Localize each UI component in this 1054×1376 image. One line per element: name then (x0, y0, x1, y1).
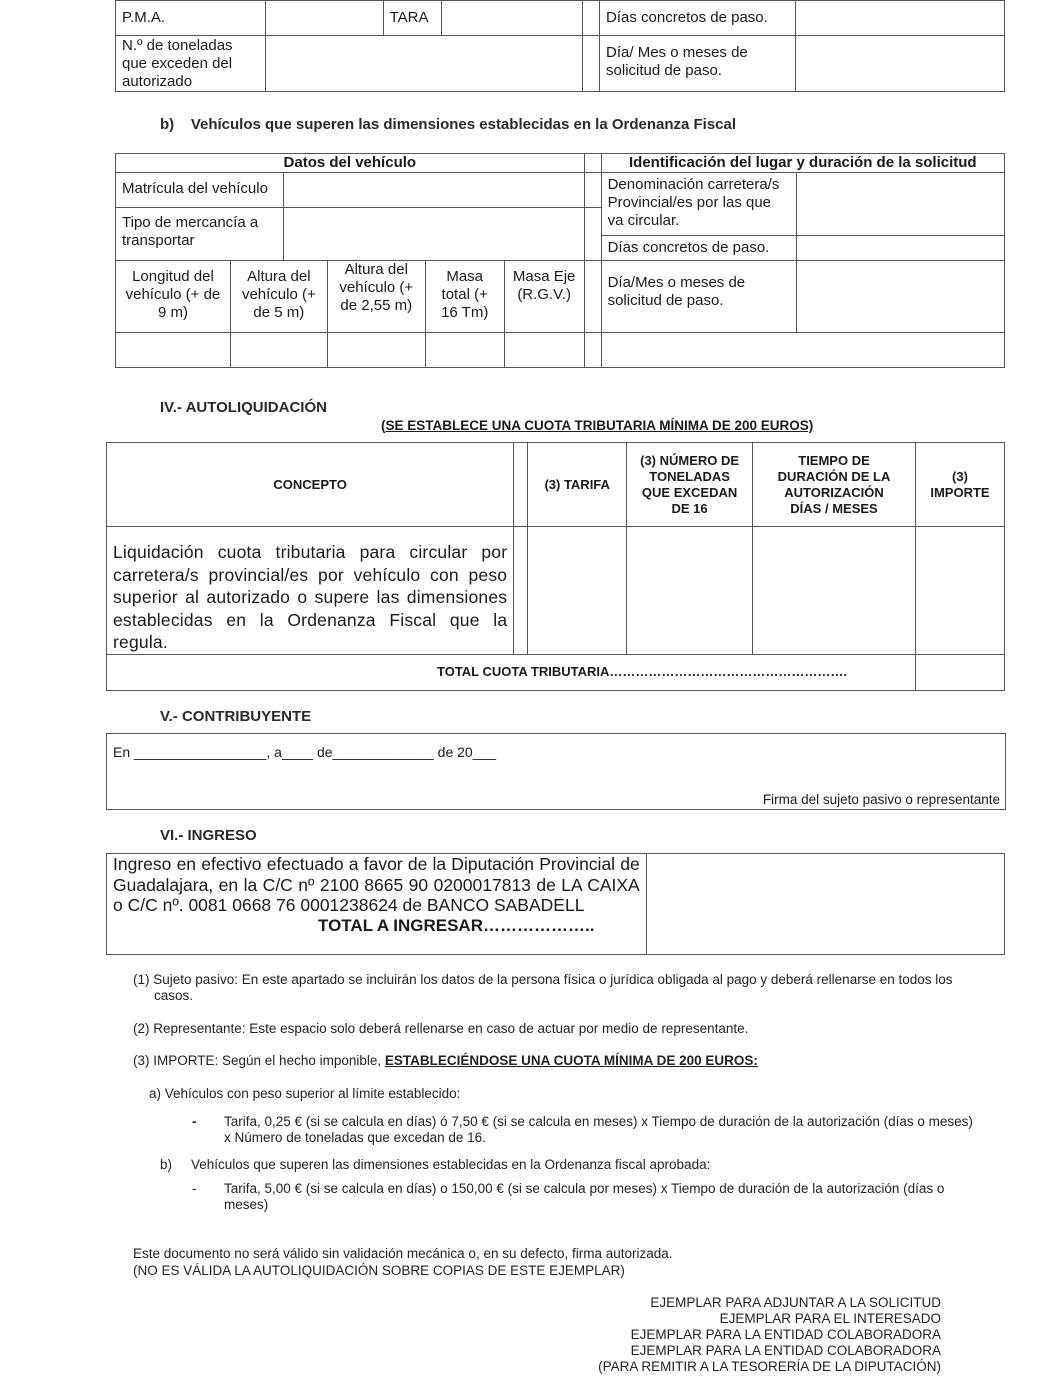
mes-label: Día/Mes o meses de solicitud de paso. (601, 261, 797, 333)
note-a-dash: - (192, 1114, 197, 1129)
subtitle-text: SE ESTABLECE UNA CUOTA TRIBUTARIA MÍNIMA DE 200 EUROS) (385, 418, 814, 433)
note-b-dash: - (192, 1181, 197, 1196)
section-vi-title: VI.- INGRESO (160, 827, 257, 844)
total-ingresar-label: TOTAL A INGRESAR……………….. (318, 915, 595, 935)
table-b-dimensions (115, 153, 1005, 368)
empty-field[interactable] (601, 333, 1004, 368)
validity-note-2: (NO ES VÁLIDA LA AUTOLIQUIDACIÓN SOBRE COPIAS DE ESTE EJEMPLAR) (133, 1263, 625, 1278)
table-a-vehicle-weight (115, 0, 1005, 92)
note-b-text: Tarifa, 5,00 € (si se calcula en días) o 150,00 € (si se calcula por meses) x Tiempo de duración de la autorización (días o meses) (224, 1181, 945, 1212)
identificacion-header: Identificación del lugar y duración de la solicitud (601, 154, 1004, 173)
mercancia-label: Tipo de mercancía a transportar (116, 208, 284, 261)
mes-field[interactable] (797, 261, 1005, 333)
gap-cell (583, 1, 600, 36)
gap-cell (584, 333, 601, 368)
gap-cell (584, 208, 601, 261)
gap-cell (514, 527, 528, 655)
col-masa-eje: Masa Eje (R.G.V.) (504, 261, 584, 333)
total-cuota-label: TOTAL CUOTA TRIBUTARIA………………………………………………. (107, 654, 916, 690)
col-longitud: Longitud del vehículo (+ de 9 m) (116, 261, 231, 333)
firma-label: Firma del sujeto pasivo o representante (762, 792, 1000, 807)
header-toneladas: (3) NÚMERO DE TONELADAS QUE EXCEDAN DE 16 (627, 443, 753, 527)
section-iv-subtitle (381, 418, 813, 433)
pma-label: P.M.A. (116, 1, 266, 36)
note-1 (133, 972, 953, 1004)
note-3-bold: ESTABLECIÉNDOSE UNA CUOTA MÍNIMA DE 200 EUROS: (384, 1053, 758, 1068)
ejemplar-line: EJEMPLAR PARA EL INTERESADO (719, 1311, 941, 1326)
ejemplares-list (598, 1295, 941, 1375)
mes-field[interactable] (796, 36, 1005, 92)
pma-field[interactable] (266, 1, 383, 36)
toneladas-label: N.º de toneladas que exceden del autorizado (116, 36, 266, 92)
altura-2-field[interactable] (327, 333, 425, 368)
toneladas-field[interactable] (266, 36, 583, 92)
mercancia-field[interactable] (283, 208, 584, 261)
col-altura: Altura del vehículo (+ de 5 m) (230, 261, 327, 333)
gap-cell (584, 154, 601, 173)
gap-cell (584, 173, 601, 208)
total-cuota-field[interactable] (915, 654, 1004, 690)
header-importe: (3) IMPORTE (915, 443, 1004, 527)
section-iv-title: IV.- AUTOLIQUIDACIÓN (160, 399, 327, 416)
tara-label: TARA (383, 1, 441, 36)
dias-label: Días concretos de paso. (601, 236, 797, 261)
col-altura-2: Altura del vehículo (+ de 2,55 m) (327, 261, 425, 333)
note-3 (133, 1053, 758, 1069)
masa-total-field[interactable] (425, 333, 504, 368)
subtitle-paren: ( (381, 418, 386, 433)
matricula-field[interactable] (283, 173, 584, 208)
note-b-title: Vehículos que superen las dimensiones establecidas en la Ordenanza fiscal aprobada: (191, 1157, 711, 1172)
ingreso-table (106, 853, 1005, 955)
ingreso-cell (107, 854, 647, 955)
section-v-title: V.- CONTRIBUYENTE (160, 708, 312, 725)
concepto-text: Liquidación cuota tributaria para circular por carretera/s provincial/es por vehículo con peso superior al autorizado o supere las dimensiones establecidas en la Ordenanza Fiscal que la regula. (107, 527, 514, 655)
gap-cell (584, 261, 601, 333)
dias-field[interactable] (797, 236, 1005, 261)
toneladas-field[interactable] (627, 527, 753, 655)
gap-cell (514, 443, 528, 527)
mes-label: Día/ Mes o meses de solicitud de paso. (600, 36, 796, 92)
dias-field[interactable] (796, 1, 1005, 36)
altura-field[interactable] (230, 333, 327, 368)
tarifa-field[interactable] (528, 527, 627, 655)
header-tarifa: (3) TARIFA (528, 443, 627, 527)
ejemplar-line: EJEMPLAR PARA LA ENTIDAD COLABORADORA (630, 1327, 941, 1342)
ingreso-field[interactable] (646, 854, 1004, 955)
note-a-text: Tarifa, 0,25 € (si se calcula en días) ó 7,50 € (si se calcula en meses) x Tiempo de duración de la autorización (días o meses) x Número de toneladas que excedan de 16. (224, 1114, 973, 1145)
note-a-title: a) Vehículos con peso superior al límite establecido: (149, 1086, 461, 1101)
importe-field[interactable] (915, 527, 1004, 655)
longitud-field[interactable] (116, 333, 231, 368)
masa-eje-field[interactable] (504, 333, 584, 368)
datos-vehiculo-header: Datos del vehículo (116, 154, 585, 173)
note-b-label: b) (160, 1157, 173, 1172)
gap-cell (583, 36, 600, 92)
autoliquidacion-table (106, 442, 1005, 691)
dias-label: Días concretos de paso. (600, 1, 796, 36)
denominacion-field[interactable] (797, 173, 1005, 236)
note-2: (2) Representante: Este espacio solo deberá rellenarse en caso de actuar por medio de representante. (133, 1021, 749, 1036)
denominacion-label: Denominación carretera/s Provincial/es por las que va circular. (601, 173, 797, 236)
ejemplar-line: (PARA REMITIR A LA TESORERÍA DE LA DIPUTACIÓN) (598, 1359, 941, 1374)
col-masa-total: Masa total (+ 16 Tm) (425, 261, 504, 333)
header-tiempo: TIEMPO DE DURACIÓN DE LA AUTORIZACIÓN DÍAS / MESES (753, 443, 916, 527)
note-1-text: (1) Sujeto pasivo: En este apartado se incluirán los datos de la persona física o jurídica obligada al pago y deberá rellenarse en todos los casos. (133, 972, 953, 1003)
ejemplar-line: EJEMPLAR PARA LA ENTIDAD COLABORADORA (630, 1343, 941, 1358)
fecha-lugar-line[interactable]: En _________________, a____ de_____________ de 20___ (113, 744, 497, 760)
ingreso-text: Ingreso en efectivo efectuado a favor de la Diputación Provincial de Guadalajara, en la C/C nº 2100 8665 90 0200017813 de LA CAIXA o C/C nº. 0081 0668 76 0001238624 de BANCO SABADELL (113, 854, 640, 915)
tara-field[interactable] (441, 1, 582, 36)
tiempo-field[interactable] (753, 527, 916, 655)
matricula-label: Matrícula del vehículo (116, 173, 284, 208)
validity-note-1: Este documento no será válido sin validación mecánica o, en su defecto, firma autorizada. (133, 1246, 673, 1261)
ejemplar-line: EJEMPLAR PARA ADJUNTAR A LA SOLICITUD (650, 1295, 941, 1310)
note-3-prefix: (3) IMPORTE: Según el hecho imponible, (133, 1053, 385, 1068)
section-b-title: b) Vehículos que superen las dimensiones establecidas en la Ordenanza Fiscal (160, 116, 737, 133)
header-concepto: CONCEPTO (107, 443, 514, 527)
contribuyente-box (106, 733, 1006, 810)
